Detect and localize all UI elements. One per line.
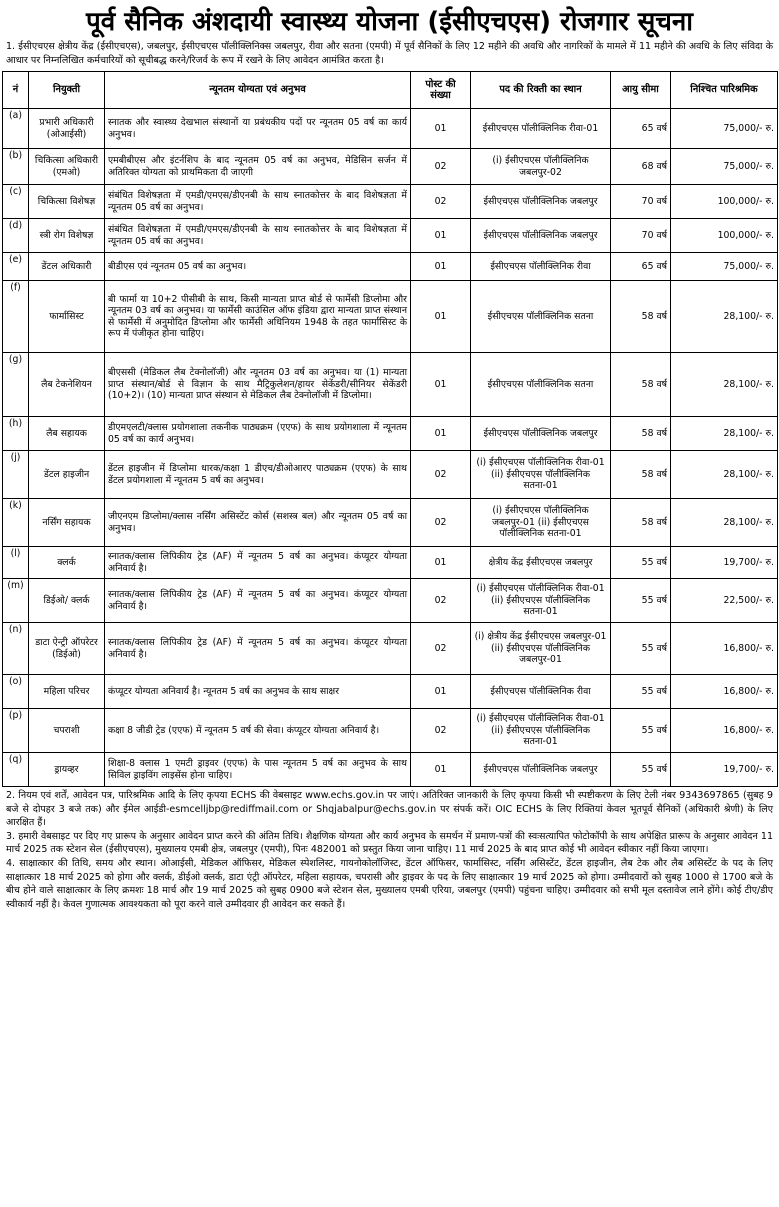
row-qualification: संबंधित विशेषज्ञता में एमडी/एमएस/डीएनबी के साथ स्नातकोत्तर के बाद विशेषज्ञता में न्यूनतम 05 वर्ष का अनुभव।: [105, 219, 411, 253]
row-location: क्षेत्रीय केंद्र ईसीएचएस जबलपुर: [471, 547, 611, 579]
row-remuneration: 16,800/- रु.: [671, 675, 778, 709]
header-sn: नं: [3, 72, 29, 109]
row-age-limit: 55 वर्ष: [611, 547, 671, 579]
row-post: लैब सहायक: [29, 417, 105, 451]
row-qualification: शिक्षा-8 क्लास 1 एमटी ड्राइवर (एएफ) के पास न्यूनतम 5 वर्ष का अनुभव के साथ सिविल ड्राइविंग लाइसेंस होना चाहिए।: [105, 753, 411, 787]
row-remuneration: 100,000/- रु.: [671, 219, 778, 253]
header-remuneration: निश्चित पारिश्रमिक: [671, 72, 778, 109]
row-post: डाटा ऐन्ट्री ऑपरेटर (डिईओ): [29, 623, 105, 675]
header-post-count: पोस्ट की संख्या: [411, 72, 471, 109]
table-row: [3, 451, 778, 499]
table-row: [3, 623, 778, 675]
vacancy-table: [2, 71, 778, 787]
row-post-count: 01: [411, 109, 471, 149]
row-age-limit: 65 वर्ष: [611, 109, 671, 149]
row-age-limit: 55 वर्ष: [611, 623, 671, 675]
row-remuneration: 75,000/- रु.: [671, 253, 778, 281]
row-sn: (a): [3, 109, 29, 149]
row-location: ईसीएचएस पॉलीक्लिनिक जबलपुर: [471, 417, 611, 451]
row-qualification: संबंधित विशेषज्ञता में एमडी/एमएस/डीएनबी के साथ स्नातकोत्तर के बाद विशेषज्ञता में न्यूनतम 05 वर्ष का अनुभव।: [105, 185, 411, 219]
row-remuneration: 22,500/- रु.: [671, 579, 778, 623]
row-qualification: जीएनएम डिप्लोमा/क्लास नर्सिंग असिस्टेंट कोर्स (सशस्त्र बल) और न्यूनतम 05 वर्ष का अनुभव।: [105, 499, 411, 547]
row-sn: (n): [3, 623, 29, 675]
row-remuneration: 100,000/- रु.: [671, 185, 778, 219]
row-location: ईसीएचएस पॉलीक्लिनिक रीवा: [471, 675, 611, 709]
row-post: डेंटल हाइजीन: [29, 451, 105, 499]
table-row: [3, 185, 778, 219]
table-row: [3, 417, 778, 451]
row-qualification: बीडीएस एवं न्यूनतम 05 वर्ष का अनुभव।: [105, 253, 411, 281]
row-post: चिकित्सा विशेषज्ञ: [29, 185, 105, 219]
row-age-limit: 58 वर्ष: [611, 451, 671, 499]
header-qualification: न्यूनतम योग्यता एवं अनुभव: [105, 72, 411, 109]
row-post-count: 01: [411, 417, 471, 451]
row-sn: (p): [3, 709, 29, 753]
row-qualification: एमबीबीएस और इंटर्नशिप के बाद न्यूनतम 05 वर्ष का अनुभव, मेडिसिन सर्जन में अतिरिक्त योग्यता को प्राथमिकता दी जाएगी: [105, 149, 411, 185]
row-post-count: 02: [411, 185, 471, 219]
row-post: प्रभारी अधिकारी (ओआईसी): [29, 109, 105, 149]
table-row: [3, 219, 778, 253]
row-location: ईसीएचएस पॉलीक्लिनिक सतना: [471, 353, 611, 417]
row-post: चपराशी: [29, 709, 105, 753]
table-row: [3, 109, 778, 149]
row-location: (i) ईसीएचएस पॉलीक्लिनिक जबलपुर-01 (ii) ईसीएचएस पॉलीक्लिनिक सतना-01: [471, 499, 611, 547]
row-post-count: 02: [411, 499, 471, 547]
row-post-count: 01: [411, 547, 471, 579]
row-location: (i) ईसीएचएस पॉलीक्लिनिक जबलपुर-02: [471, 149, 611, 185]
row-post-count: 02: [411, 149, 471, 185]
row-sn: (d): [3, 219, 29, 253]
table-row: [3, 547, 778, 579]
row-location: (i) ईसीएचएस पॉलीक्लिनिक रीवा-01 (ii) ईसीएचएस पॉलीक्लिनिक सतना-01: [471, 709, 611, 753]
notice-title: पूर्व सैनिक अंशदायी स्वास्थ्य योजना (ईसीएचएस) रोजगार सूचना: [85, 7, 694, 37]
row-location: ईसीएचएस पॉलीक्लिनिक जबलपुर: [471, 753, 611, 787]
row-sn: (o): [3, 675, 29, 709]
row-post: ड्रायव्हर: [29, 753, 105, 787]
row-sn: (c): [3, 185, 29, 219]
table-row: [3, 579, 778, 623]
row-qualification: डेंटल हाइजीन में डिप्लोमा धारक/कक्षा 1 डीएच/डीओआरए पाठ्यक्रम (एएफ) के साथ डेंटल प्रयोगशाला में न्यूनतम 5 वर्ष का अनुभव।: [105, 451, 411, 499]
row-sn: (q): [3, 753, 29, 787]
row-post: नर्सिंग सहायक: [29, 499, 105, 547]
row-remuneration: 28,100/- रु.: [671, 499, 778, 547]
row-remuneration: 19,700/- रु.: [671, 547, 778, 579]
row-age-limit: 58 वर्ष: [611, 417, 671, 451]
row-location: (i) ईसीएचएस पॉलीक्लिनिक रीवा-01 (ii) ईसीएचएस पॉलीक्लिनिक सतना-01: [471, 579, 611, 623]
row-post-count: 01: [411, 253, 471, 281]
row-post-count: 01: [411, 281, 471, 353]
notes-section: [2, 787, 777, 911]
row-sn: (e): [3, 253, 29, 281]
row-remuneration: 28,100/- रु.: [671, 353, 778, 417]
row-age-limit: 70 वर्ष: [611, 185, 671, 219]
row-location: ईसीएचएस पॉलीक्लिनिक सतना: [471, 281, 611, 353]
row-qualification: कंप्यूटर योग्यता अनिवार्य है। न्यूनतम 5 वर्ष का अनुभव के साथ साक्षर: [105, 675, 411, 709]
table-row: [3, 753, 778, 787]
row-age-limit: 58 वर्ष: [611, 353, 671, 417]
row-sn: (k): [3, 499, 29, 547]
note-3: 3. हमारी वेबसाइट पर दिए गए प्रारूप के अनुसार आवेदन प्राप्त करने की अंतिम तिथि। शैक्षणिक योग्यता और कार्य अनुभव के समर्थन में प्रमाण-पत्रों की स्वःसत्यापित फोटोकॉपी के साथ अपेक्षित प्रारूप के अनुसार आवेदन 11 मार्च 2025 तक स्टेशन सेल (ईसीएचएस), मुख्यालय एमबी क्षेत्र, जबलपुर (एमपी), पिनः 482001 को प्रस्तुत किया जाना चाहिए। 11 मार्च 2025 के बाद प्राप्त कोई भी आवेदन स्वीकार नहीं किया जाएगा।: [6, 830, 773, 856]
row-qualification: बी फार्मा या 10+2 पीसीबी के साथ, किसी मान्यता प्राप्त बोर्ड से फार्मेसी डिप्लोमा और न्यूनतम 03 वर्ष का अनुभव। या फार्मेसी काउंसिल ऑफ इंडिया द्वारा मान्यता प्राप्त संस्थान से फार्मेसी में अनुमोदित डिप्लोमा और फार्मेसी अधिनियम 1948 के तहत फार्मासिस्ट के रूप में पंजीकृत होना चाहिए।: [105, 281, 411, 353]
row-age-limit: 65 वर्ष: [611, 253, 671, 281]
row-post-count: 02: [411, 623, 471, 675]
table-row: [3, 281, 778, 353]
row-post: क्लर्क: [29, 547, 105, 579]
row-post-count: 01: [411, 753, 471, 787]
row-sn: (l): [3, 547, 29, 579]
row-age-limit: 55 वर्ष: [611, 579, 671, 623]
table-header-row: [3, 72, 778, 109]
row-qualification: स्नातक/क्लास लिपिकीय ट्रेड (AF) में न्यूनतम 5 वर्ष का अनुभव। कंप्यूटर योग्यता अनिवार्य है।: [105, 623, 411, 675]
row-post-count: 02: [411, 451, 471, 499]
row-remuneration: 28,100/- रु.: [671, 417, 778, 451]
row-age-limit: 68 वर्ष: [611, 149, 671, 185]
row-remuneration: 28,100/- रु.: [671, 281, 778, 353]
row-post-count: 02: [411, 709, 471, 753]
row-post-count: 01: [411, 219, 471, 253]
row-post: स्त्री रोग विशेषज्ञ: [29, 219, 105, 253]
header-age-limit: आयु सीमा: [611, 72, 671, 109]
note-2: 2. नियम एवं शर्तें, आवेदन पत्र, पारिश्रमिक आदि के लिए कृपया ECHS की वेबसाइट www.echs.gov.in पर जाएं। अतिरिक्त जानकारी के लिए कृपया किसी भी स्पष्टीकरण के लिए टेली नंबर 9343697865 (सुबह 9 बजे से दोपहर 3 बजे तक) और ईमेल आईडी-esmcelljbp@rediffmail.com or Shqjabalpur@echs.gov.in पर संपर्क करें। OIC ECHS के लिए रिक्तियां केवल भूतपूर्व सैनिकों (अधिकारी श्रेणी) के लिए आरक्षित हैं।: [6, 790, 773, 829]
row-qualification: स्नातक/क्लास लिपिकीय ट्रेड (AF) में न्यूनतम 5 वर्ष का अनुभव। कंप्यूटर योग्यता अनिवार्य है।: [105, 579, 411, 623]
row-post: डेंटल अधिकारी: [29, 253, 105, 281]
row-qualification: स्नातक/क्लास लिपिकीय ट्रेड (AF) में न्यूनतम 5 वर्ष का अनुभव। कंप्यूटर योग्यता अनिवार्य है।: [105, 547, 411, 579]
row-age-limit: 55 वर्ष: [611, 709, 671, 753]
row-remuneration: 75,000/- रु.: [671, 149, 778, 185]
row-age-limit: 70 वर्ष: [611, 219, 671, 253]
row-post: चिकित्सा अधिकारी (एमओ): [29, 149, 105, 185]
table-row: [3, 253, 778, 281]
row-sn: (b): [3, 149, 29, 185]
row-post: लैब टेकनेशियन: [29, 353, 105, 417]
row-remuneration: 75,000/- रु.: [671, 109, 778, 149]
header-location: पद की रिक्ती का स्थान: [471, 72, 611, 109]
row-age-limit: 58 वर्ष: [611, 281, 671, 353]
row-remuneration: 16,800/- रु.: [671, 709, 778, 753]
row-qualification: कक्षा 8 जीडी ट्रेड (एएफ) में न्यूनतम 5 वर्ष की सेवा। कंप्यूटर योग्यता अनिवार्य है।: [105, 709, 411, 753]
table-row: [3, 709, 778, 753]
row-sn: (f): [3, 281, 29, 353]
row-post-count: 01: [411, 675, 471, 709]
note-4: 4. साक्षात्कार की तिथि, समय और स्थान। ओआईसी, मेडिकल ऑफिसर, मेडिकल स्पेशलिस्ट, गायनोकोलॉजिस्ट, डेंटल ऑफिसर, फार्मासिस्ट, नर्सिंग असिस्टेंट, डेंटल हाइजीन, लैब टेक और लैब असिस्टेंट के पद के लिए साक्षात्कार 18 मार्च 2025 को होगा और क्लर्क, डीईओ क्लर्क, डाटा एंट्री ऑपरेटर, महिला सहायक, चपरासी और ड्राइवर के पद के लिए साक्षात्कार 19 मार्च 2025 को होगा। उम्मीदवारों को सुबह 1000 से 1700 बजे के बीच होने वाले साक्षात्कार के लिए क्रमशः 18 मार्च और 19 मार्च 2025 को सुबह 0900 बजे स्टेशन सेल, मुख्यालय एमबी एरिया, जबलपुर (एमपी) पहुंचना चाहिए। उम्मीदवार को सभी मूल दस्तावेज लाने होंगे। कोई टीए/डीए स्वीकार्य नहीं है। केवल गुणात्मक आवश्यकता को पूरा करने वाले उम्मीदवार ही आवेदन कर सकते हैं।: [6, 857, 773, 910]
row-post: फार्मासिस्ट: [29, 281, 105, 353]
row-remuneration: 16,800/- रु.: [671, 623, 778, 675]
row-location: (i) क्षेत्रीय केंद्र ईसीएचएस जबलपुर-01 (ii) ईसीएचएस पॉलीक्लिनिक जबलपुर-01: [471, 623, 611, 675]
row-post: डिईओ/ क्लर्क: [29, 579, 105, 623]
table-row: [3, 499, 778, 547]
row-age-limit: 55 वर्ष: [611, 753, 671, 787]
row-qualification: स्नातक और स्वास्थ्य देखभाल संस्थानों या प्रबंधकीय पदों पर न्यूनतम 05 वर्ष का कार्य अनुभव।: [105, 109, 411, 149]
table-row: [3, 149, 778, 185]
row-location: ईसीएचएस पॉलीक्लिनिक रीवा: [471, 253, 611, 281]
table-row: [3, 675, 778, 709]
row-remuneration: 28,100/- रु.: [671, 451, 778, 499]
row-post: महिला परिचर: [29, 675, 105, 709]
row-post-count: 02: [411, 579, 471, 623]
row-post-count: 01: [411, 353, 471, 417]
row-qualification: बीएससी (मेडिकल लैब टेक्नोलॉजी) और न्यूनतम 03 वर्ष का अनुभव। या (1) मान्यता प्राप्त संस्थान/बोर्ड से विज्ञान के साथ मैट्रिकुलेशन/हायर सेकेंडरी/सीनियर सेकेंडरी (10+2)। (10) मान्यता प्राप्त संस्थान से मेडिकल लैब टेक्नोलॉजी में डिप्लोमा।: [105, 353, 411, 417]
row-remuneration: 19,700/- रु.: [671, 753, 778, 787]
row-location: ईसीएचएस पॉलीक्लिनिक जबलपुर: [471, 219, 611, 253]
row-sn: (m): [3, 579, 29, 623]
row-sn: (g): [3, 353, 29, 417]
row-location: (i) ईसीएचएस पॉलीक्लिनिक रीवा-01 (ii) ईसीएचएस पॉलीक्लिनिक सतना-01: [471, 451, 611, 499]
row-location: ईसीएचएस पॉलीक्लिनिक रीवा-01: [471, 109, 611, 149]
row-sn: (h): [3, 417, 29, 451]
row-location: ईसीएचएस पॉलीक्लिनिक जबलपुर: [471, 185, 611, 219]
header-post: नियुक्ती: [29, 72, 105, 109]
intro-paragraph: 1. ईसीएचएस क्षेत्रीय केंद्र (ईसीएचएस), जबलपुर, ईसीएचएस पॉलीक्लिनिक्स जबलपुर, रीवा और सतना (एमपी) में पूर्व सैनिकों के लिए 12 महीने की अवधि और नागरिकों के मामले में 11 महीने की अवधि के लिए संविदा के आधार पर निम्नलिखित कर्मचारियों को सूचीबद्ध करने/रिजर्व के रूप में रखने के लिए आवेदन आमंत्रित करता है।: [6, 41, 773, 66]
row-age-limit: 55 वर्ष: [611, 675, 671, 709]
row-age-limit: 58 वर्ष: [611, 499, 671, 547]
table-row: [3, 353, 778, 417]
row-sn: (j): [3, 451, 29, 499]
row-qualification: डीएमएलटी/क्लास प्रयोगशाला तकनीक पाठ्यक्रम (एएफ) के साथ प्रयोगशाला में न्यूनतम 05 वर्ष का कार्य अनुभव।: [105, 417, 411, 451]
